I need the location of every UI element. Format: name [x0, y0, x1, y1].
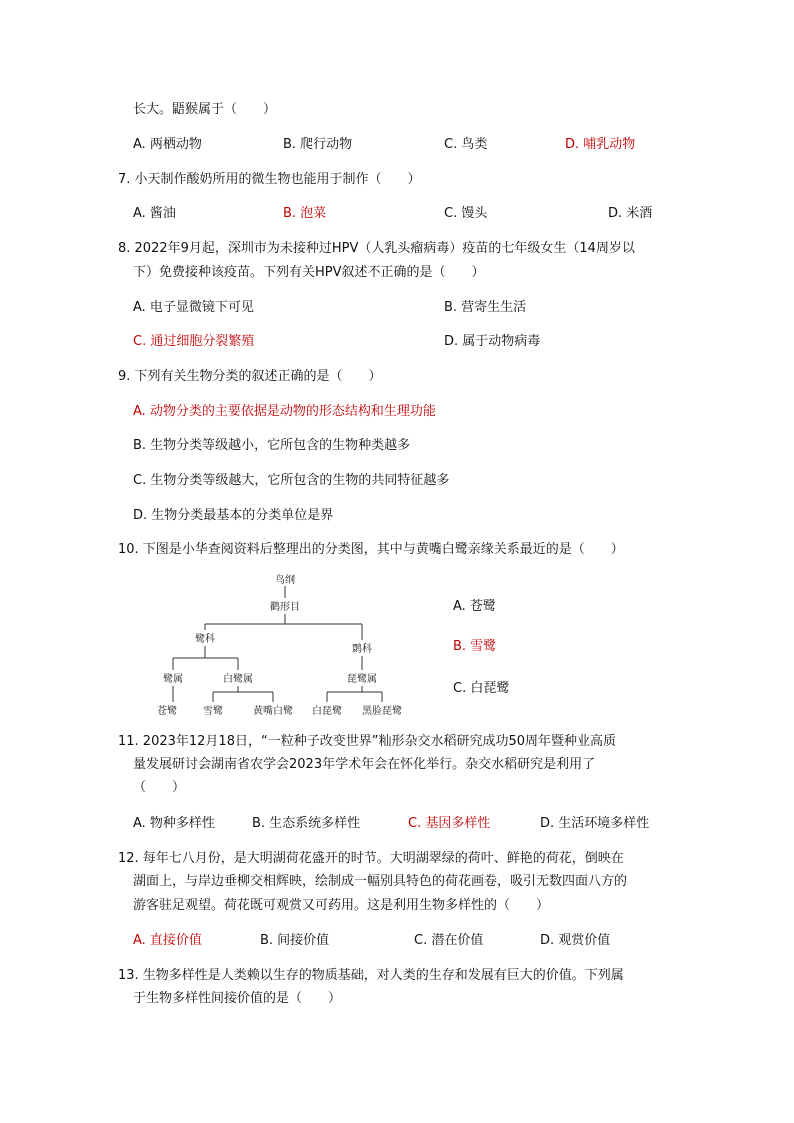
q10-option-c: C. 白琵鹭	[453, 681, 510, 696]
q12-option-d: D. 观赏价值	[540, 933, 611, 948]
node-genus-ardea: 鹭属	[163, 674, 183, 685]
q13-stem-line2: 于生物多样性间接价值的是（ ）	[133, 991, 342, 1006]
classification-tree	[120, 570, 420, 720]
node-class: 鸟纲	[275, 575, 295, 586]
node-genus-platalea: 琵鹭属	[347, 674, 377, 685]
q11-stem-line3: （ ）	[133, 780, 186, 795]
q7-option-c: C. 馒头	[444, 206, 488, 221]
q8-option-d: D. 属于动物病毒	[444, 334, 541, 349]
q9-stem: 9. 下列有关生物分类的叙述正确的是（ ）	[118, 369, 382, 384]
node-species-spoonbill: 白琵鹭	[312, 706, 342, 717]
q11-option-a: A. 物种多样性	[133, 816, 215, 831]
q9-option-c: C. 生物分类等级越大，它所包含的生物的共同特征越多	[133, 473, 450, 488]
q6-option-a: A. 两栖动物	[133, 137, 202, 152]
node-species-snowy-egret: 雪鹭	[203, 706, 223, 717]
node-genus-egretta: 白鹭属	[223, 674, 253, 685]
node-species-black-faced-spoonbill: 黑脸琵鹭	[362, 706, 402, 717]
node-family-heron: 鹭科	[195, 634, 215, 645]
q12-option-a: A. 直接价值	[133, 933, 202, 948]
node-species-chinese-egret: 黄嘴白鹭	[253, 706, 293, 717]
q9-option-d: D. 生物分类最基本的分类单位是界	[133, 508, 334, 523]
q12-stem-line1: 12. 每年七八月份，是大明湖荷花盛开的时节。大明湖翠绿的荷叶、鲜艳的荷花，倒映在	[118, 851, 624, 866]
node-family-ibis: 鹮科	[352, 644, 372, 655]
q12-option-b: B. 间接价值	[260, 933, 330, 948]
q10-option-b: B. 雪鹭	[453, 639, 497, 654]
node-order: 鹳形目	[270, 602, 300, 613]
q11-option-b: B. 生态系统多样性	[252, 816, 361, 831]
q11-option-c: C. 基因多样性	[408, 816, 491, 831]
q8-stem-line2: 下）免费接种该疫苗。下列有关HPV叙述不正确的是（ ）	[133, 265, 485, 280]
q8-option-a: A. 电子显微镜下可见	[133, 300, 254, 315]
q10-stem: 10. 下图是小华查阅资料后整理出的分类图，其中与黄嘴白鹭亲缘关系最近的是（ ）	[118, 542, 624, 557]
q10-option-a: A. 苍鹭	[453, 599, 496, 614]
q8-option-c: C. 通过细胞分裂繁殖	[133, 334, 255, 349]
q8-option-b: B. 营寄生生活	[444, 300, 527, 315]
q8-stem-line1: 8. 2022年9月起，深圳市为未接种过HPV（人乳头瘤病毒）疫苗的七年级女生（14周岁以	[118, 241, 635, 256]
q6-option-b: B. 爬行动物	[283, 137, 353, 152]
q6-stem-continuation: 长大。鼯猴属于（ ）	[133, 102, 277, 117]
q11-stem-line2: 量发展研讨会湖南省农学会2023年学术年会在怀化举行。杂交水稻研究是利用了	[133, 757, 596, 772]
q11-stem-line1: 11. 2023年12月18日，“一粒种子改变世界”籼形杂交水稻研究成功50周年暨种业高质	[118, 734, 616, 749]
q12-stem-line3: 游客驻足观望。荷花既可观赏又可药用。这是利用生物多样性的（ ）	[133, 898, 550, 913]
q12-stem-line2: 湖面上，与岸边垂柳交相辉映，绘制成一幅别具特色的荷花画卷，吸引无数四面八方的	[133, 874, 628, 889]
node-species-grey-heron: 苍鹭	[157, 706, 177, 717]
q9-option-a: A. 动物分类的主要依据是动物的形态结构和生理功能	[133, 404, 436, 419]
classification-diagram	[120, 570, 420, 720]
q11-option-d: D. 生活环境多样性	[540, 816, 650, 831]
q6-option-c: C. 鸟类	[444, 137, 488, 152]
q9-option-b: B. 生物分类等级越小，它所包含的生物种类越多	[133, 438, 411, 453]
q7-option-b: B. 泡菜	[283, 206, 327, 221]
q13-stem-line1: 13. 生物多样性是人类赖以生存的物质基础，对人类的生存和发展有巨大的价值。下列属	[118, 968, 624, 983]
q12-option-c: C. 潜在价值	[414, 933, 484, 948]
q7-stem: 7. 小天制作酸奶所用的微生物也能用于制作（ ）	[118, 172, 421, 187]
q7-option-d: D. 米酒	[608, 206, 653, 221]
q6-option-d: D. 哺乳动物	[565, 137, 636, 152]
q7-option-a: A. 酱油	[133, 206, 176, 221]
